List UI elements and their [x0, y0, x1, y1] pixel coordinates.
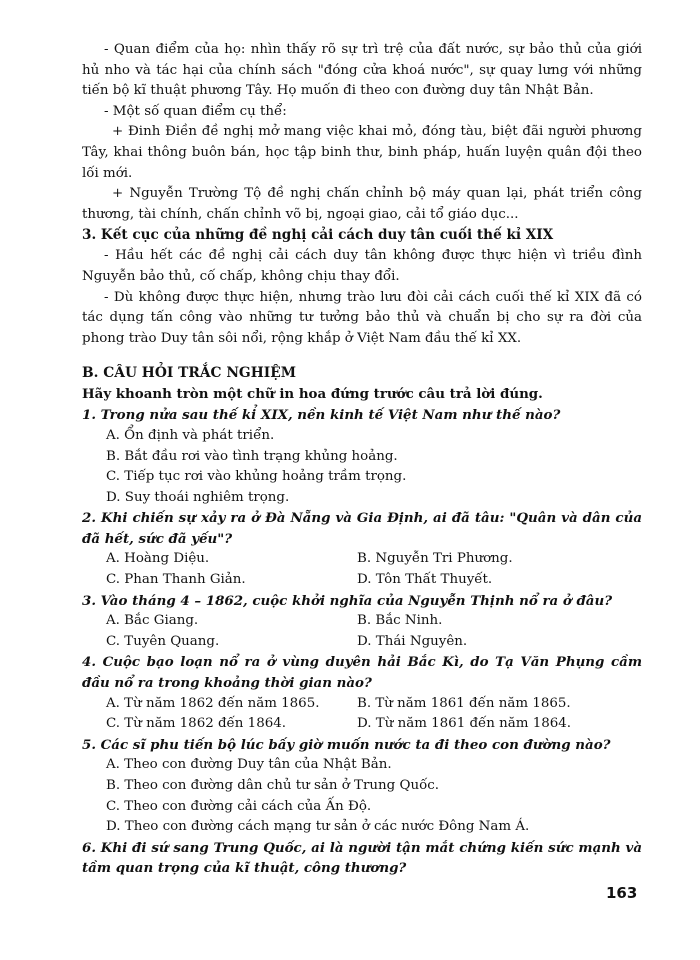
answer-row	[82, 714, 642, 735]
question: 5. Các sĩ phu tiến bộ lúc bấy giờ muốn nước ta đi theo con đường nào?	[82, 736, 611, 753]
answer-option: B. Từ năm 1861 đến năm 1865.	[357, 695, 571, 711]
answer-row	[82, 694, 642, 715]
section-heading: 3. Kết cục của những đề nghị cải cách duy tân cuối thế kỉ XIX	[82, 227, 554, 244]
question: 1. Trong nửa sau thế kỉ XIX, nền kinh tế Việt Nam như thế nào?	[82, 407, 561, 424]
intro-paragraph: - Quan điểm của họ: nhìn thấy rõ sự trì trệ của đất nước, sự bảo thủ của giới hủ nho và tác hại của chính sách "đóng cửa khoá nước", sự quay lưng với những tiến bộ kĩ thuật phương Tây. Họ muốn đi theo con đường duy tân Nhật Bản.	[82, 42, 642, 99]
section-paragraph: - Dù không được thực hiện, nhưng trào lưu đòi cải cách cuối thế kỉ XIX đã có tác dụng tấn công vào những tư tưởng bảo thủ và chuẩn bị cho sự ra đời của phong trào Duy tân sôi nổi, rộng khắp ở Việt Nam đầu thế kỉ XX.	[82, 289, 642, 346]
answer-row	[82, 570, 642, 591]
answer-option: C. Từ năm 1862 đến 1864.	[106, 716, 287, 732]
intro-paragraph: + Nguyễn Trường Tộ đề nghị chấn chỉnh bộ máy quan lại, phát triển công thương, tài chính, chấn chỉnh võ bị, ngoại giao, cải tổ giáo dục...	[82, 186, 642, 222]
answer-option: A. Hoàng Diệu.	[106, 551, 210, 567]
answer-option: B. Bắt đầu rơi vào tình trạng khủng hoảng.	[106, 448, 398, 464]
intro-paragraph: - Một số quan điểm cụ thể:	[104, 103, 287, 119]
intro-paragraph: + Đinh Điền đề nghị mở mang việc khai mỏ, đóng tàu, biệt đãi người phương Tây, khai thông buôn bán, học tập binh thư, binh pháp, huấn luyện quân đội theo lối mới.	[82, 124, 642, 181]
answer-option: C. Tuyên Quang.	[106, 633, 220, 649]
answer-option: C. Phan Thanh Giản.	[106, 572, 246, 588]
section-paragraph: - Hầu hết các đề nghị cải cách duy tân không được thực hiện vì triều đình Nguyễn bảo thủ, cố chấp, không chịu thay đổi.	[82, 248, 642, 284]
answer-option: A. Từ năm 1862 đến năm 1865.	[106, 695, 320, 711]
answer-option: D. Theo con đường cách mạng tư sản ở các nước Đông Nam Á.	[106, 819, 530, 835]
question: 2. Khi chiến sự xảy ra ở Đà Nẵng và Gia Định, ai đã tâu: "Quân và dân của đã hết, sức đã yếu"?	[82, 510, 642, 547]
question: 6. Khi đi sứ sang Trung Quốc, ai là người tận mắt chứng kiến sức mạnh và tầm quan trọng của kĩ thuật, công thương?	[82, 839, 642, 877]
answer-option: D. Tôn Thất Thuyết.	[357, 572, 493, 588]
answer-option: A. Bắc Giang.	[106, 613, 199, 629]
answer-row	[82, 611, 642, 632]
answer-row	[82, 549, 642, 570]
section-heading: B. CÂU HỎI TRẮC NGHIỆM	[82, 365, 296, 382]
page-content	[82, 40, 642, 879]
answer-option: D. Thái Nguyên.	[357, 633, 468, 649]
answer-option: B. Theo con đường dân chủ tư sản ở Trung Quốc.	[106, 778, 440, 793]
answer-option: A. Ổn định và phát triển.	[106, 427, 275, 443]
page-number: 163	[606, 884, 638, 902]
answer-row	[82, 632, 642, 653]
answer-option: C. Theo con đường cải cách của Ấn Độ.	[106, 798, 372, 814]
question: 4. Cuộc bạo loạn nổ ra ở vùng duyên hải Bắc Kì, do Tạ Văn Phụng cầm đầu nổ ra trong khoảng thời gian nào?	[82, 654, 642, 692]
answer-option: C. Tiếp tục rơi vào khủng hoảng trầm trọng.	[106, 469, 407, 485]
answer-option: D. Suy thoái nghiêm trọng.	[106, 489, 290, 505]
answer-option: B. Nguyễn Tri Phương.	[357, 551, 513, 567]
answer-option: D. Từ năm 1861 đến năm 1864.	[357, 716, 572, 732]
answer-option: A. Theo con đường Duy tân của Nhật Bản.	[106, 757, 392, 773]
answer-option: B. Bắc Ninh.	[357, 613, 443, 629]
question: 3. Vào tháng 4 – 1862, cuộc khởi nghĩa của Nguyễn Thịnh nổ ra ở đâu?	[82, 592, 613, 609]
instruction: Hãy khoanh tròn một chữ in hoa đứng trước câu trả lời đúng.	[82, 386, 543, 403]
